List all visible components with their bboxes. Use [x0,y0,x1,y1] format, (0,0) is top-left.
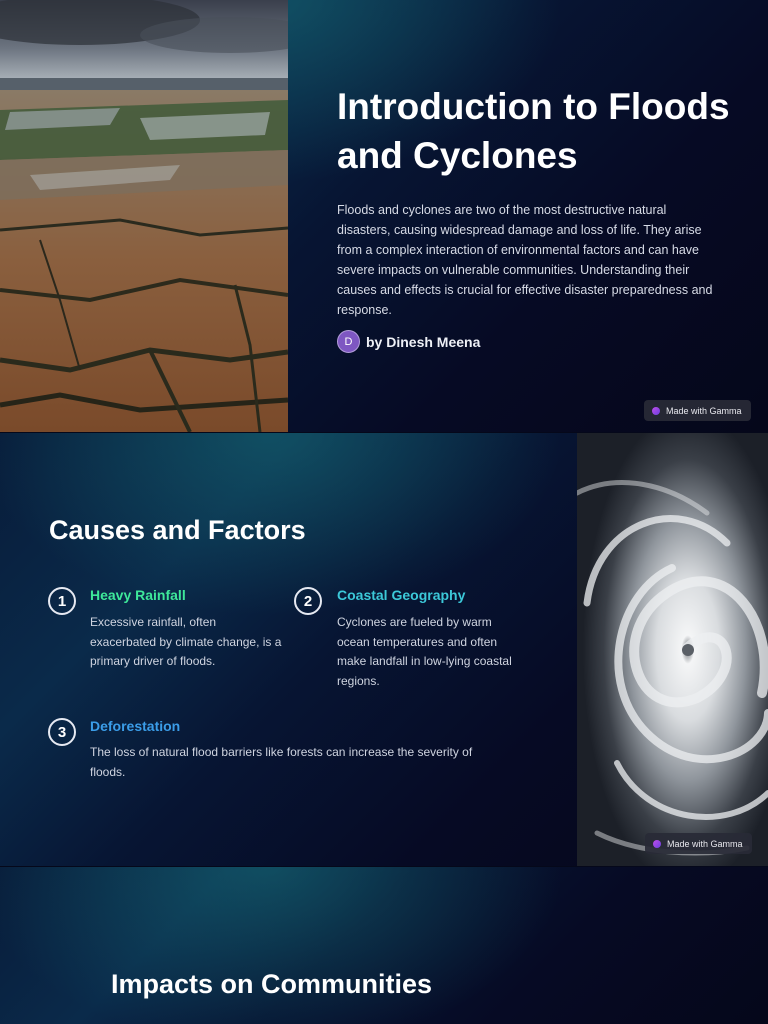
made-with-gamma-badge[interactable] [644,400,751,421]
section-title: Impacts on Communities [111,969,433,999]
number-badge: 1 [48,587,76,615]
made-with-gamma-badge[interactable] [645,833,752,854]
slide-title: Introduction to Floods and Cyclones [337,86,730,176]
cause-text: Excessive rainfall, often exacerbated by climate change, is a primary driver of floods. [90,615,282,668]
author-name: by Dinesh Meena [366,333,481,350]
cyclone-satellite-photo [577,433,768,866]
cause-title: Deforestation [90,718,181,734]
number-badge: 2 [294,587,322,615]
section-title: Causes and Factors [49,515,306,545]
slide-causes [0,433,768,866]
gamma-logo-icon [653,840,661,848]
slide-intro [0,0,768,432]
cause-title: Heavy Rainfall [90,587,186,603]
intro-paragraph: Floods and cyclones are two of the most destructive natural disasters, causing widespread damage and loss of life. They arise from a complex interaction of environmental factors and can have severe impacts on vulnerable communities. Understanding their causes and effects is crucial for effective disaster preparedness and response. [337,203,713,317]
gamma-logo-icon [652,407,660,415]
avatar: D [337,330,360,353]
cause-text: Cyclones are fueled by warm ocean temperatures and often make landfall in low-lying coastal regions. [337,615,512,688]
badge-label: Made with Gamma [666,405,742,416]
number-badge: 3 [48,718,76,746]
cause-text: The loss of natural flood barriers like forests can increase the severity of floods. [90,745,473,779]
badge-label: Made with Gamma [667,838,743,849]
author-byline [337,330,480,353]
flood-photo [0,0,288,432]
slide-impacts [0,867,768,1024]
cause-title: Coastal Geography [337,587,466,603]
